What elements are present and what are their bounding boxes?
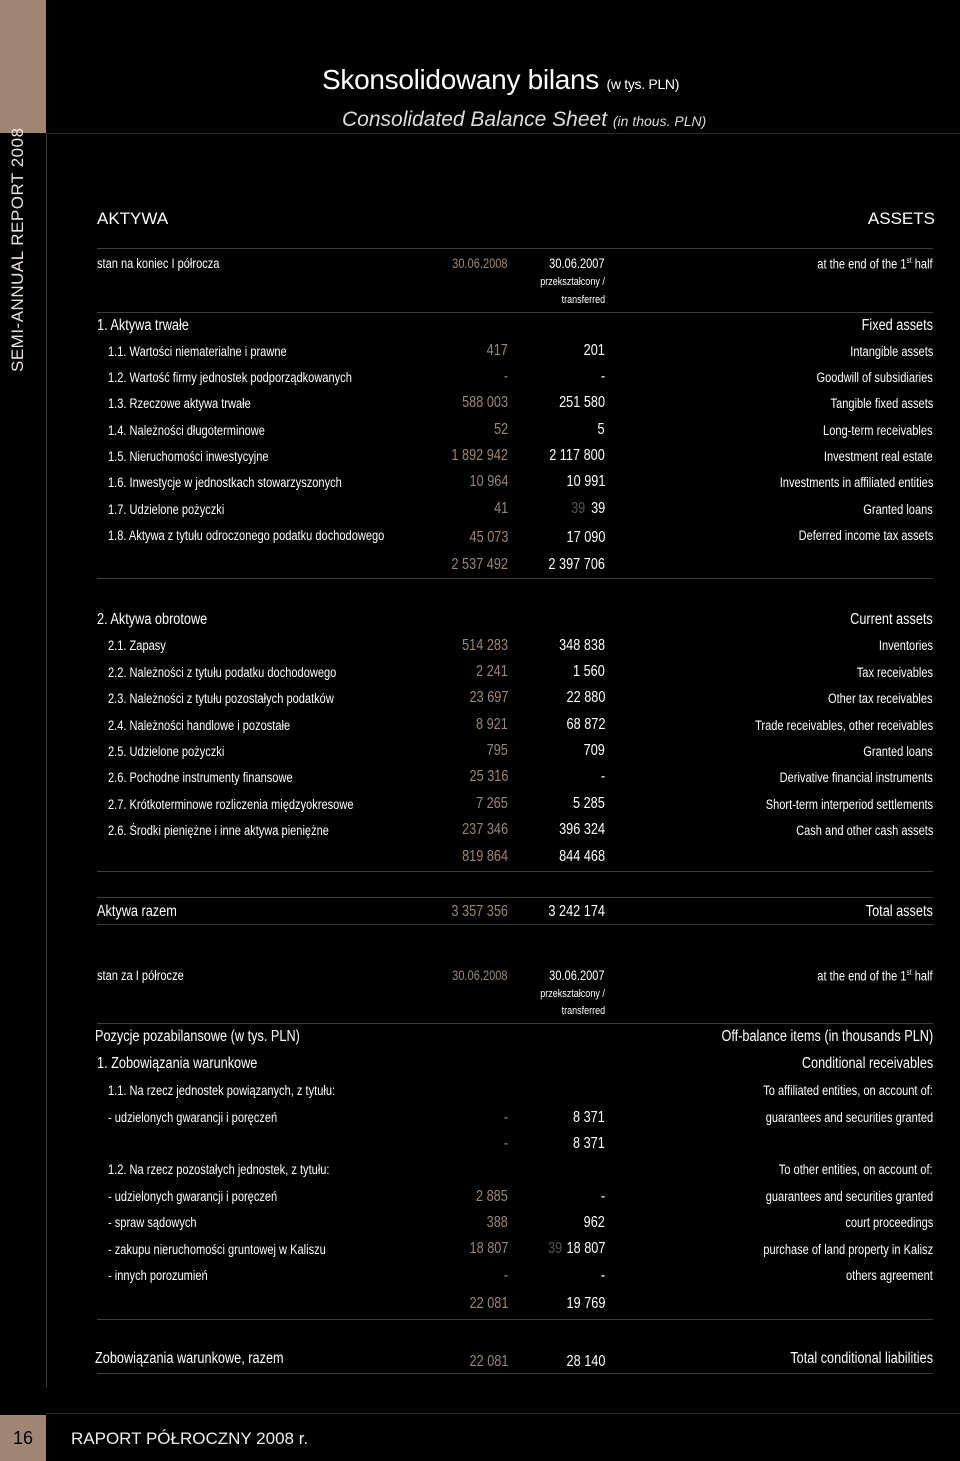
rule (97, 1319, 933, 1320)
row-label-en: Tangible fixed assets (830, 396, 933, 411)
row-label-pl: 1.7. Udzielone pożyczki (108, 502, 225, 517)
page-title-pl: Skonsolidowany bilans (w tys. PLN) (322, 64, 680, 95)
row-value-2007: 39 (590, 500, 605, 517)
row-label-pl: - innych porozumień (108, 1268, 208, 1283)
page-number: 16 (12, 1428, 34, 1448)
row-value-2008: 237 346 (462, 821, 508, 838)
row-value-2007: 2 117 800 (549, 447, 605, 464)
row-value-2007: 5 285 (573, 795, 605, 812)
row-value-2007: 8 371 (573, 1109, 605, 1126)
row-value-2007: - (600, 368, 605, 385)
row-value-2007: 396 324 (559, 821, 605, 838)
row-label-en: Short-term interperiod settlements (765, 797, 933, 812)
header-divider (46, 133, 960, 134)
row-value-2007: 709 (583, 742, 605, 759)
row-value-2007: 201 (583, 342, 605, 359)
column-header-2007-note: transferred (561, 294, 605, 306)
row-value-2008: 8 921 (476, 716, 508, 733)
row-label-en: Long-term receivables (823, 423, 933, 438)
fixed-total-2007: 2 397 706 (548, 556, 605, 573)
row-value-2007-ghost: 39 (570, 500, 585, 517)
row-label-pl: - zakupu nieruchomości gruntowej w Kaliszu (108, 1242, 326, 1257)
row-value-2008: 25 316 (469, 768, 508, 785)
row-label-en: Derivative financial instruments (779, 770, 933, 785)
row-label-pl: 1.8. Aktywa z tytułu odroczonego podatku dochodowego (108, 528, 385, 543)
row-value-2008: - (503, 1109, 508, 1126)
row-label-en: Goodwill of subsidiaries (816, 370, 933, 385)
row-value-2008: 795 (486, 742, 508, 759)
row-value-2008: 514 283 (462, 637, 508, 654)
row-label-en: Inventories (878, 638, 933, 653)
row-value-2008: 18 807 (469, 1240, 508, 1257)
assets-total-2007: 3 242 174 (548, 903, 605, 920)
conditional-title-en: Conditional receivables (801, 1055, 933, 1072)
row-value-2007: 22 880 (566, 689, 605, 706)
conditional-total-2008: 22 081 (469, 1353, 508, 1370)
row-value-2008: - (503, 1267, 508, 1284)
fixed-total-2008: 2 537 492 (451, 556, 508, 573)
group-title-en: To affiliated entities, on account of: (763, 1083, 933, 1098)
offbalance-column-header-2008: 30.06.2008 (452, 968, 508, 983)
current-assets-title-pl: 2. Aktywa obrotowe (97, 611, 208, 628)
row-label-pl: 1.6. Inwestycje w jednostkach stowarzyszonych (108, 475, 342, 490)
row-label-pl: - udzielonych gwarancji i poręczeń (108, 1110, 278, 1125)
row-label-en: Granted loans (863, 502, 933, 517)
offbalance-column-header-2007: 30.06.2007 (549, 968, 605, 983)
row-value-2007: 68 872 (566, 716, 605, 733)
row-label-pl: 1.1. Wartości niematerialne i prawne (108, 344, 287, 359)
row-value-2008: - (503, 368, 508, 385)
row-value-2007: - (600, 768, 605, 785)
row-value-2007: 1 560 (573, 663, 605, 680)
section-title-pl: AKTYWA (97, 209, 169, 228)
offbalance-column-header-2007-note: przekształcony / (540, 988, 605, 1000)
footer-divider (46, 1413, 960, 1414)
rule (97, 924, 933, 925)
current-total-2007: 844 468 (559, 848, 605, 865)
fixed-assets-title-pl: 1. Aktywa trwałe (97, 317, 189, 334)
row-value-2007: 251 580 (559, 394, 605, 411)
row-label-pl: 2.3. Należności z tytułu pozostałych podatków (108, 691, 334, 706)
offbalance-title-pl: Pozycje pozabilansowe (w tys. PLN) (95, 1028, 300, 1045)
sidebar-report-label: SEMI-ANNUAL REPORT 2008 (8, 127, 27, 372)
row-value-2007: 962 (583, 1214, 605, 1231)
row-value-2008: 1 892 942 (451, 447, 508, 464)
rule (97, 871, 933, 872)
section-title-en: ASSETS (867, 209, 935, 228)
group-total-2008: 22 081 (469, 1295, 508, 1312)
row-value-2008: 417 (486, 342, 508, 359)
row-value-2007: - (600, 1188, 605, 1205)
row-label-pl: 1.3. Rzeczowe aktywa trwałe (108, 396, 251, 411)
row-label-en: Deferred income tax assets (798, 528, 933, 543)
current-assets-title-en: Current assets (850, 611, 933, 628)
current-total-2008: 819 864 (462, 848, 508, 865)
row-value-2007: - (600, 1267, 605, 1284)
row-value-2008: 41 (493, 500, 508, 517)
row-label-en: Trade receivables, other receivables (754, 718, 933, 733)
row-label-en: guarantees and securities granted (765, 1189, 933, 1204)
top-tab (0, 0, 46, 133)
row-label-pl: 2.1. Zapasy (108, 638, 166, 653)
group-title-pl: 1.1. Na rzecz jednostek powiązanych, z tytułu: (108, 1083, 336, 1098)
row-value-2008: 52 (493, 421, 508, 438)
row-label-en: others agreement (846, 1268, 933, 1283)
assets-total-2008: 3 357 356 (451, 903, 508, 920)
column-header-2008: 30.06.2008 (452, 256, 508, 271)
row-label-pl: 2.2. Należności z tytułu podatku dochodowego (108, 665, 337, 680)
row-label-en: court proceedings (844, 1215, 933, 1230)
row-label-pl: 1.2. Wartość firmy jednostek podporządkowanych (108, 370, 352, 385)
offbalance-column-header-en: at the end of the 1st half (817, 968, 933, 984)
row-value-2007: 10 991 (566, 473, 605, 490)
row-value-2007-ghost: 39 (547, 1240, 562, 1257)
row-label-pl: 2.6. Pochodne instrumenty finansowe (108, 770, 293, 785)
conditional-title-pl: 1. Zobowiązania warunkowe (97, 1055, 258, 1072)
group-total-2007: 19 769 (566, 1295, 605, 1312)
row-value-2008: 45 073 (469, 529, 508, 546)
row-label-pl: 2.4. Należności handlowe i pozostałe (108, 718, 291, 733)
row-label-en: purchase of land property in Kalisz (763, 1242, 933, 1257)
offbalance-column-header-2007-note: transferred (561, 1005, 605, 1017)
row-value-2007: 348 838 (559, 637, 605, 654)
rule (97, 1023, 933, 1024)
rule (97, 578, 933, 579)
row-label-pl: 1.4. Należności długoterminowe (108, 423, 265, 438)
row-value-2008: 7 265 (476, 795, 508, 812)
row-value-2008: 10 964 (469, 473, 508, 490)
row-label-pl: 2.5. Udzielone pożyczki (108, 744, 225, 759)
row-value-2007: 18 807 (566, 1240, 605, 1257)
group-total-2007: 8 371 (573, 1135, 605, 1152)
row-label-en: Granted loans (863, 744, 933, 759)
sidebar-rule (46, 133, 47, 1388)
footer-report-title: RAPORT PÓŁROCZNY 2008 r. (71, 1429, 309, 1448)
column-header-en: at the end of the 1st half (817, 256, 933, 272)
rule (97, 248, 933, 249)
row-label-en: Other tax receivables (828, 691, 933, 706)
group-title-pl: 1.2. Na rzecz pozostałych jednostek, z tytułu: (108, 1162, 330, 1177)
row-value-2008: 2 241 (476, 663, 508, 680)
conditional-total-2007: 28 140 (566, 1353, 605, 1370)
conditional-total-label-pl: Zobowiązania warunkowe, razem (95, 1350, 284, 1367)
row-label-en: Intangible assets (849, 344, 933, 359)
rule (97, 312, 933, 313)
column-header-2007-note: przekształcony / (540, 276, 605, 288)
row-value-2008: 2 885 (476, 1188, 508, 1205)
row-value-2007: 17 090 (566, 529, 605, 546)
row-value-2007: 5 (597, 421, 605, 438)
fixed-assets-title-en: Fixed assets (861, 317, 933, 334)
rule (97, 1373, 933, 1374)
row-label-pl: 1.5. Nieruchomości inwestycyjne (108, 449, 269, 464)
row-label-pl: - udzielonych gwarancji i poręczeń (108, 1189, 278, 1204)
offbalance-column-header-pl: stan za I półrocze (97, 968, 184, 983)
row-label-en: Investment real estate (824, 449, 933, 464)
row-label-en: Cash and other cash assets (795, 823, 933, 838)
group-title-en: To other entities, on account of: (779, 1162, 933, 1177)
row-label-pl: 2.7. Krótkoterminowe rozliczenia międzyokresowe (108, 797, 354, 812)
column-header-2007: 30.06.2007 (549, 256, 605, 271)
assets-total-label-en: Total assets (865, 903, 933, 920)
row-label-en: Tax receivables (856, 665, 933, 680)
row-label-pl: 2.6. Środki pieniężne i inne aktywa pieniężne (108, 823, 329, 838)
row-value-2008: 23 697 (469, 689, 508, 706)
rule (97, 897, 933, 898)
row-value-2008: 588 003 (462, 394, 508, 411)
row-label-pl: - spraw sądowych (108, 1215, 197, 1230)
page-title-en: Consolidated Balance Sheet (in thous. PLN) (342, 108, 707, 131)
group-total-2008: - (503, 1135, 508, 1152)
column-header-pl: stan na koniec I półrocza (97, 256, 220, 271)
offbalance-title-en: Off-balance items (in thousands PLN) (721, 1028, 933, 1045)
assets-total-label-pl: Aktywa razem (97, 903, 177, 920)
row-label-en: guarantees and securities granted (765, 1110, 933, 1125)
conditional-total-label-en: Total conditional liabilities (790, 1350, 933, 1367)
row-label-en: Investments in affiliated entities (779, 475, 933, 490)
row-value-2008: 388 (486, 1214, 508, 1231)
